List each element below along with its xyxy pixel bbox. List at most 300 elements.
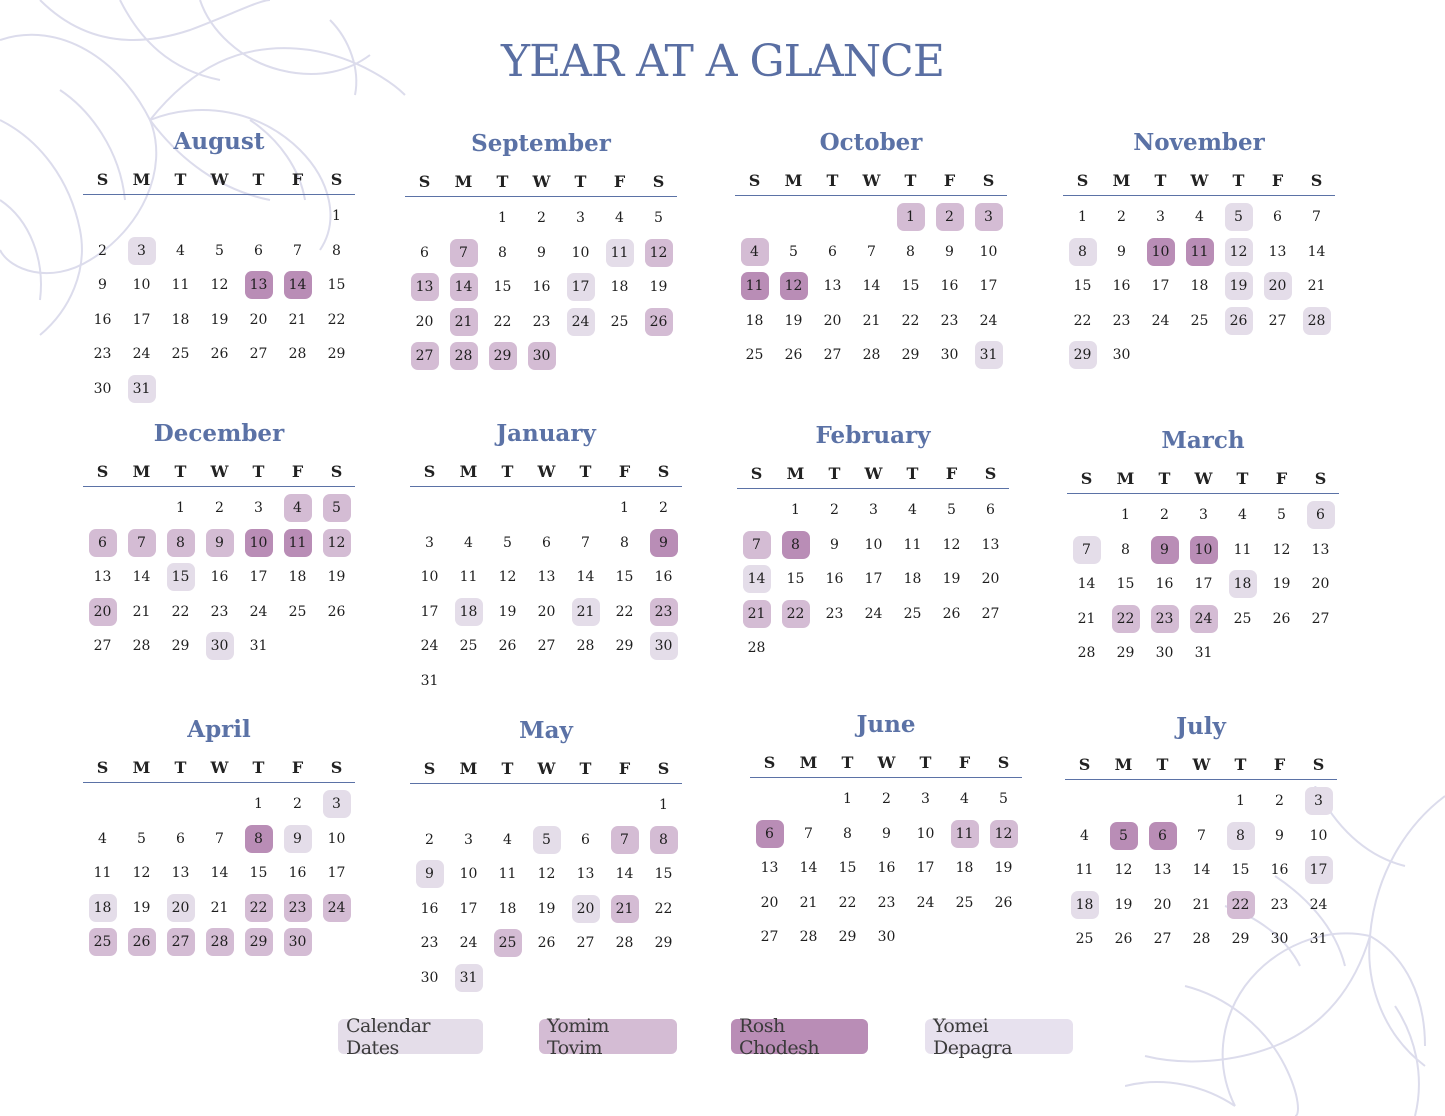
empty-day xyxy=(735,200,774,235)
day xyxy=(893,562,932,597)
day xyxy=(891,235,930,270)
weekday-header xyxy=(83,752,355,783)
month-april xyxy=(83,714,355,960)
day xyxy=(239,337,278,372)
day xyxy=(522,201,561,236)
day xyxy=(278,337,317,372)
highlighted-day xyxy=(161,560,200,595)
day-number: 6 xyxy=(1273,209,1282,226)
highlighted-day xyxy=(317,491,356,526)
weekday-header xyxy=(410,456,682,487)
day-number: 17 xyxy=(567,273,595,301)
day-number: 21 xyxy=(572,598,600,626)
day-number: 10 xyxy=(1309,827,1328,844)
empty-day xyxy=(278,199,317,234)
weekday-label: T xyxy=(828,463,841,483)
days-grid xyxy=(737,493,1009,666)
day-number: 27 xyxy=(981,605,1000,622)
highlighted-day xyxy=(1065,888,1104,923)
day-number: 18 xyxy=(610,279,629,296)
day-number: 14 xyxy=(576,569,595,586)
day-number: 15 xyxy=(615,569,634,586)
day-number: 29 xyxy=(1069,341,1097,369)
day-number: 30 xyxy=(877,929,896,946)
day-number: 23 xyxy=(1112,312,1131,329)
day xyxy=(1260,922,1299,957)
highlighted-day xyxy=(774,269,813,304)
day-number: 11 xyxy=(1186,238,1214,266)
day xyxy=(122,595,161,630)
weekday-header xyxy=(1063,165,1335,196)
empty-day xyxy=(488,491,527,526)
day-number: 18 xyxy=(498,900,517,917)
day-number: 10 xyxy=(1190,536,1218,564)
weekday-label: T xyxy=(174,757,187,777)
day-number: 27 xyxy=(93,638,112,655)
day xyxy=(605,629,644,664)
day-number: 19 xyxy=(994,860,1013,877)
day-number: 5 xyxy=(654,210,663,227)
day-number: 12 xyxy=(1272,541,1291,558)
day-number: 28 xyxy=(132,638,151,655)
day-number: 28 xyxy=(862,347,881,364)
day xyxy=(239,787,278,822)
day xyxy=(813,235,852,270)
highlighted-day xyxy=(527,823,566,858)
day xyxy=(891,338,930,373)
day-number: 1 xyxy=(897,203,925,231)
day-number: 31 xyxy=(1194,645,1213,662)
weekday-label: F xyxy=(943,170,956,190)
day-number: 23 xyxy=(210,603,229,620)
day-number: 20 xyxy=(572,895,600,923)
highlighted-day xyxy=(1141,235,1180,270)
day xyxy=(1301,567,1340,602)
day xyxy=(566,857,605,892)
weekday-label: T xyxy=(1234,754,1247,774)
day-number: 1 xyxy=(332,208,341,225)
day-number: 21 xyxy=(210,899,229,916)
day-number: 2 xyxy=(659,500,668,517)
day xyxy=(200,234,239,269)
day xyxy=(815,528,854,563)
day-number: 16 xyxy=(825,571,844,588)
day xyxy=(449,926,488,961)
highlighted-day xyxy=(737,528,776,563)
month-september xyxy=(405,128,677,374)
day-number: 29 xyxy=(327,346,346,363)
day xyxy=(605,926,644,961)
day xyxy=(83,337,122,372)
day xyxy=(83,822,122,857)
day-number: 2 xyxy=(215,500,224,517)
weekday-label: W xyxy=(210,757,229,777)
day-number: 16 xyxy=(877,860,896,877)
day-number: 2 xyxy=(882,791,891,808)
highlighted-day xyxy=(483,339,522,374)
day xyxy=(852,304,891,339)
highlighted-day xyxy=(1219,269,1258,304)
day xyxy=(828,782,867,817)
day-number: 19 xyxy=(784,312,803,329)
day-number: 27 xyxy=(537,638,556,655)
weekday-label: S xyxy=(652,171,665,191)
day xyxy=(644,857,683,892)
day xyxy=(774,235,813,270)
empty-day xyxy=(449,788,488,823)
day-number: 24 xyxy=(916,894,935,911)
day xyxy=(317,268,356,303)
day-number: 23 xyxy=(825,605,844,622)
day-number: 5 xyxy=(1277,507,1286,524)
weekday-label: S xyxy=(657,758,670,778)
day-number: 16 xyxy=(1155,576,1174,593)
day xyxy=(317,234,356,269)
day-number: 16 xyxy=(420,900,439,917)
day-number: 13 xyxy=(1153,862,1172,879)
day-number: 15 xyxy=(838,860,857,877)
weekday-header xyxy=(83,456,355,487)
empty-day xyxy=(566,788,605,823)
day-number: 5 xyxy=(1110,822,1138,850)
weekday-label: S xyxy=(423,461,436,481)
highlighted-day xyxy=(1297,304,1336,339)
weekday-label: T xyxy=(174,169,187,189)
day xyxy=(1301,602,1340,637)
highlighted-day xyxy=(1063,235,1102,270)
day xyxy=(161,491,200,526)
day-number: 22 xyxy=(782,600,810,628)
highlighted-day xyxy=(1143,819,1182,854)
day xyxy=(776,562,815,597)
day-number: 28 xyxy=(1303,307,1331,335)
weekday-label: W xyxy=(210,169,229,189)
day xyxy=(200,268,239,303)
month-name: June xyxy=(856,711,916,738)
day-number: 4 xyxy=(1238,507,1247,524)
day xyxy=(239,856,278,891)
day-number: 24 xyxy=(459,935,478,952)
weekday-label: F xyxy=(618,461,631,481)
day-number: 24 xyxy=(249,603,268,620)
day xyxy=(83,560,122,595)
day-number: 8 xyxy=(650,826,678,854)
day xyxy=(1260,888,1299,923)
day xyxy=(750,920,789,955)
day-number: 8 xyxy=(332,242,341,259)
day xyxy=(605,491,644,526)
day-number: 26 xyxy=(784,347,803,364)
day xyxy=(789,851,828,886)
day-number: 2 xyxy=(1117,209,1126,226)
day-number: 19 xyxy=(327,569,346,586)
day-number: 18 xyxy=(1071,891,1099,919)
day xyxy=(527,892,566,927)
day xyxy=(1299,922,1338,957)
highlighted-day xyxy=(1067,533,1106,568)
highlighted-day xyxy=(444,236,483,271)
day xyxy=(854,493,893,528)
month-name: January xyxy=(496,420,596,447)
highlighted-day xyxy=(561,305,600,340)
day xyxy=(1141,200,1180,235)
day xyxy=(735,338,774,373)
day xyxy=(1258,235,1297,270)
day-number: 17 xyxy=(420,603,439,620)
day-number: 11 xyxy=(1075,862,1094,879)
day-number: 30 xyxy=(1155,645,1174,662)
day xyxy=(1102,200,1141,235)
legend-yomim-tovim: Yomim Tovim xyxy=(539,1019,677,1054)
day xyxy=(932,528,971,563)
day-number: 12 xyxy=(942,536,961,553)
day xyxy=(969,304,1008,339)
day-number: 9 xyxy=(537,244,546,261)
day-number: 15 xyxy=(654,866,673,883)
day-number: 21 xyxy=(450,308,478,336)
day xyxy=(605,595,644,630)
highlighted-day xyxy=(644,526,683,561)
weekday-label: S xyxy=(330,461,343,481)
day xyxy=(1182,819,1221,854)
day xyxy=(449,526,488,561)
day xyxy=(1102,304,1141,339)
day-number: 19 xyxy=(649,279,668,296)
day-number: 2 xyxy=(293,796,302,813)
day xyxy=(1297,235,1336,270)
highlighted-day xyxy=(83,526,122,561)
day-number: 19 xyxy=(1225,272,1253,300)
day-number: 25 xyxy=(1233,610,1252,627)
day-number: 6 xyxy=(986,502,995,519)
day-number: 12 xyxy=(990,820,1018,848)
day xyxy=(930,304,969,339)
day-number: 12 xyxy=(780,272,808,300)
day-number: 5 xyxy=(503,534,512,551)
highlighted-day xyxy=(239,925,278,960)
weekday-label: S xyxy=(330,757,343,777)
highlighted-day xyxy=(317,787,356,822)
days-grid xyxy=(750,782,1022,955)
day-number: 17 xyxy=(916,860,935,877)
weekday-label: S xyxy=(423,758,436,778)
day xyxy=(600,305,639,340)
day-number: 19 xyxy=(537,900,556,917)
day-number: 30 xyxy=(1112,347,1131,364)
weekday-label: S xyxy=(1310,170,1323,190)
day xyxy=(317,337,356,372)
day-number: 6 xyxy=(756,820,784,848)
weekday-label: S xyxy=(96,461,109,481)
highlighted-day xyxy=(750,817,789,852)
empty-day xyxy=(605,788,644,823)
day-number: 11 xyxy=(93,865,112,882)
day-number: 13 xyxy=(981,536,1000,553)
highlighted-day xyxy=(735,235,774,270)
day-number: 21 xyxy=(132,603,151,620)
day-number: 8 xyxy=(906,243,915,260)
day-number: 7 xyxy=(581,534,590,551)
day-number: 25 xyxy=(1190,312,1209,329)
weekday-label: T xyxy=(1158,468,1171,488)
day-number: 28 xyxy=(799,929,818,946)
day-number: 11 xyxy=(951,820,979,848)
day-number: 23 xyxy=(284,894,312,922)
day-number: 24 xyxy=(323,894,351,922)
day xyxy=(1063,304,1102,339)
day xyxy=(828,851,867,886)
highlighted-day xyxy=(1258,269,1297,304)
day-number: 5 xyxy=(789,243,798,260)
day xyxy=(813,269,852,304)
day-number: 29 xyxy=(1231,931,1250,948)
day-number: 27 xyxy=(823,347,842,364)
day xyxy=(1223,533,1262,568)
day-number: 25 xyxy=(288,603,307,620)
day xyxy=(1260,819,1299,854)
day xyxy=(1180,200,1219,235)
day-number: 21 xyxy=(799,894,818,911)
day xyxy=(1102,269,1141,304)
day xyxy=(893,528,932,563)
day-number: 18 xyxy=(288,569,307,586)
day-number: 1 xyxy=(843,791,852,808)
day xyxy=(239,560,278,595)
day xyxy=(566,526,605,561)
day xyxy=(488,823,527,858)
day-number: 7 xyxy=(743,531,771,559)
weekday-label: T xyxy=(252,169,265,189)
day xyxy=(239,303,278,338)
weekday-label: T xyxy=(579,461,592,481)
day-number: 1 xyxy=(498,210,507,227)
day xyxy=(1145,567,1184,602)
day-number: 6 xyxy=(254,242,263,259)
day-number: 30 xyxy=(206,632,234,660)
day xyxy=(1065,853,1104,888)
day-number: 10 xyxy=(245,529,273,557)
day xyxy=(410,526,449,561)
day-number: 21 xyxy=(862,312,881,329)
day xyxy=(930,235,969,270)
day xyxy=(317,199,356,234)
day xyxy=(737,631,776,666)
weekday-label: S xyxy=(1076,170,1089,190)
day xyxy=(278,856,317,891)
day-number: 24 xyxy=(979,312,998,329)
day-number: 29 xyxy=(838,929,857,946)
day-number: 2 xyxy=(1160,507,1169,524)
weekday-label: M xyxy=(132,461,151,481)
day-number: 17 xyxy=(1151,278,1170,295)
day xyxy=(566,560,605,595)
day-number: 13 xyxy=(1268,243,1287,260)
day-number: 15 xyxy=(493,279,512,296)
day xyxy=(239,491,278,526)
day xyxy=(945,782,984,817)
highlighted-day xyxy=(488,926,527,961)
day-number: 1 xyxy=(620,500,629,517)
day-number: 4 xyxy=(464,534,473,551)
day xyxy=(122,629,161,664)
day-number: 3 xyxy=(975,203,1003,231)
day-number: 18 xyxy=(955,860,974,877)
day xyxy=(161,268,200,303)
highlighted-day xyxy=(1219,304,1258,339)
day-number: 22 xyxy=(838,894,857,911)
day xyxy=(1182,888,1221,923)
day-number: 4 xyxy=(503,831,512,848)
weekday-label: T xyxy=(904,170,917,190)
day-number: 19 xyxy=(942,571,961,588)
month-march xyxy=(1067,425,1339,671)
day-number: 17 xyxy=(132,311,151,328)
weekday-label: T xyxy=(1236,468,1249,488)
weekday-label: M xyxy=(784,170,803,190)
day-number: 15 xyxy=(1116,576,1135,593)
day-number: 7 xyxy=(1312,209,1321,226)
highlighted-day xyxy=(644,629,683,664)
day xyxy=(828,920,867,955)
highlighted-day xyxy=(1104,819,1143,854)
day-number: 14 xyxy=(1192,862,1211,879)
day-number: 5 xyxy=(215,242,224,259)
day xyxy=(906,851,945,886)
day-number: 11 xyxy=(171,277,190,294)
day-number: 27 xyxy=(1311,610,1330,627)
day-number: 26 xyxy=(1114,931,1133,948)
legend-calendar-dates: Calendar Dates xyxy=(338,1019,483,1054)
month-february xyxy=(737,420,1009,666)
weekday-label: F xyxy=(291,461,304,481)
day-number: 9 xyxy=(882,825,891,842)
day xyxy=(1184,567,1223,602)
days-grid xyxy=(405,201,677,374)
day-number: 7 xyxy=(867,243,876,260)
day-number: 30 xyxy=(284,928,312,956)
day xyxy=(906,886,945,921)
day-number: 14 xyxy=(132,569,151,586)
day xyxy=(1145,498,1184,533)
day xyxy=(1067,602,1106,637)
month-may xyxy=(410,715,682,995)
day xyxy=(852,338,891,373)
day xyxy=(317,856,356,891)
day xyxy=(278,787,317,822)
day-number: 20 xyxy=(760,894,779,911)
days-grid xyxy=(410,788,682,995)
day xyxy=(1262,533,1301,568)
day-number: 29 xyxy=(245,928,273,956)
day xyxy=(867,817,906,852)
day xyxy=(200,560,239,595)
highlighted-day xyxy=(200,925,239,960)
weekday-label: W xyxy=(862,170,881,190)
day xyxy=(561,236,600,271)
weekday-label: M xyxy=(1112,170,1131,190)
day xyxy=(527,595,566,630)
weekday-label: S xyxy=(418,171,431,191)
highlighted-day xyxy=(566,595,605,630)
day xyxy=(1063,200,1102,235)
day-number: 12 xyxy=(537,866,556,883)
day xyxy=(161,234,200,269)
day-number: 9 xyxy=(284,825,312,853)
day xyxy=(483,270,522,305)
empty-day xyxy=(410,788,449,823)
day xyxy=(735,304,774,339)
highlighted-day xyxy=(737,562,776,597)
